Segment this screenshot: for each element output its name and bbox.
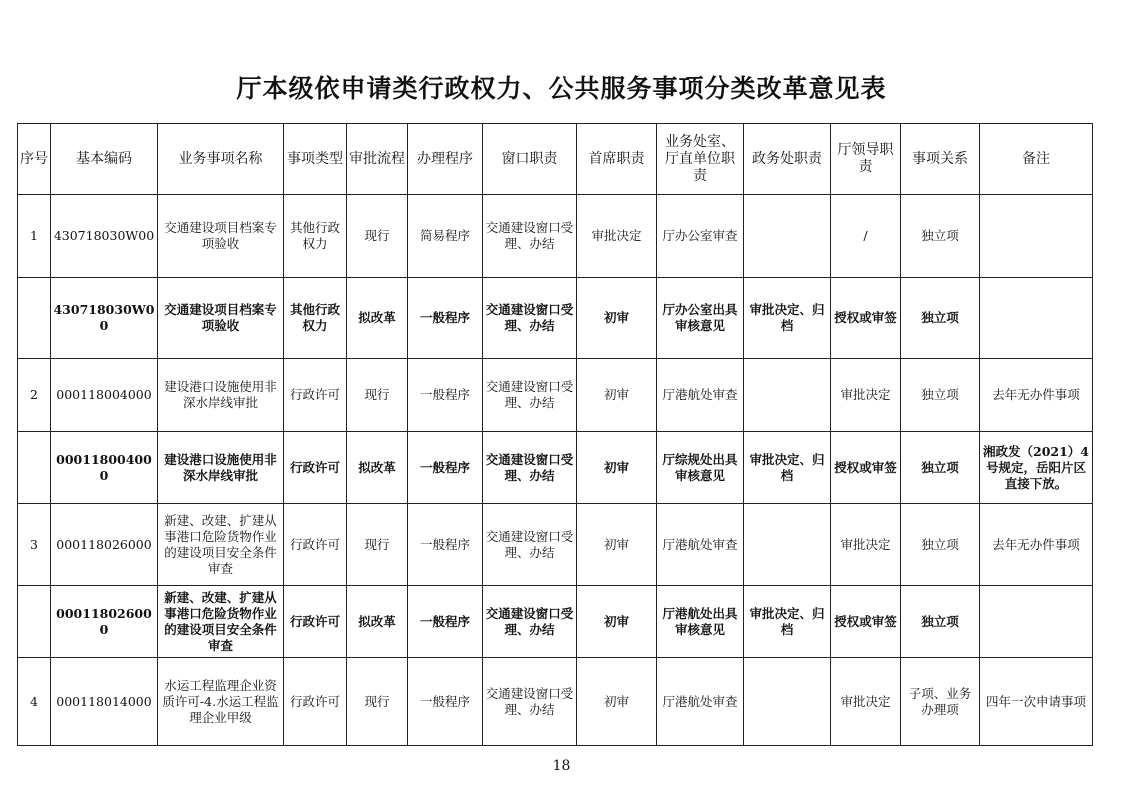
cell-remarks: 湘政发（2021）4号规定，岳阳片区直接下放。 bbox=[980, 432, 1093, 504]
cell-chief-duty: 初审 bbox=[577, 586, 657, 658]
cell-affairs-duty bbox=[744, 658, 831, 746]
col-header-approval-flow: 审批流程 bbox=[347, 124, 408, 195]
cell-chief-duty: 初审 bbox=[577, 432, 657, 504]
cell-affairs-duty bbox=[744, 504, 831, 586]
cell-item-name: 新建、改建、扩建从事港口危险货物作业的建设项目安全条件审查 bbox=[158, 586, 284, 658]
cell-approval-flow: 现行 bbox=[347, 658, 408, 746]
cell-relation: 独立项 bbox=[901, 278, 980, 359]
cell-item-type: 其他行政权力 bbox=[284, 278, 347, 359]
cell-department-duty: 厅港航处出具审核意见 bbox=[657, 586, 744, 658]
cell-remarks: 去年无办件事项 bbox=[980, 504, 1093, 586]
table-body bbox=[18, 195, 1093, 746]
cell-window-duty: 交通建设窗口受理、办结 bbox=[483, 504, 577, 586]
cell-item-type: 行政许可 bbox=[284, 586, 347, 658]
cell-relation: 独立项 bbox=[901, 359, 980, 432]
cell-remarks bbox=[980, 278, 1093, 359]
col-header-relation: 事项关系 bbox=[901, 124, 980, 195]
header-row bbox=[18, 124, 1093, 195]
cell-item-name: 新建、改建、扩建从事港口危险货物作业的建设项目安全条件审查 bbox=[158, 504, 284, 586]
cell-department-duty: 厅办公室审查 bbox=[657, 195, 744, 278]
cell-code: 000118026000 bbox=[51, 586, 158, 658]
col-header-item-name: 业务事项名称 bbox=[158, 124, 284, 195]
col-header-procedure: 办理程序 bbox=[408, 124, 483, 195]
cell-item-name: 交通建设项目档案专项验收 bbox=[158, 195, 284, 278]
cell-item-name: 建设港口设施使用非深水岸线审批 bbox=[158, 359, 284, 432]
cell-item-name: 水运工程监理企业资质许可-4.水运工程监理企业甲级 bbox=[158, 658, 284, 746]
cell-window-duty: 交通建设窗口受理、办结 bbox=[483, 278, 577, 359]
col-header-item-type: 事项类型 bbox=[284, 124, 347, 195]
cell-procedure: 一般程序 bbox=[408, 504, 483, 586]
cell-relation: 独立项 bbox=[901, 195, 980, 278]
cell-relation: 独立项 bbox=[901, 504, 980, 586]
cell-procedure: 一般程序 bbox=[408, 658, 483, 746]
cell-chief-duty: 初审 bbox=[577, 658, 657, 746]
cell-procedure: 一般程序 bbox=[408, 432, 483, 504]
table-row bbox=[18, 658, 1093, 746]
cell-approval-flow: 现行 bbox=[347, 504, 408, 586]
cell-item-type: 行政许可 bbox=[284, 658, 347, 746]
cell-leader-duty: 授权或审签 bbox=[831, 586, 901, 658]
cell-department-duty: 厅港航处审查 bbox=[657, 504, 744, 586]
table-row bbox=[18, 586, 1093, 658]
cell-item-name: 交通建设项目档案专项验收 bbox=[158, 278, 284, 359]
cell-code: 000118004000 bbox=[51, 432, 158, 504]
cell-leader-duty: 授权或审签 bbox=[831, 278, 901, 359]
table-row bbox=[18, 359, 1093, 432]
cell-code: 000118026000 bbox=[51, 504, 158, 586]
cell-relation: 子项、业务办理项 bbox=[901, 658, 980, 746]
cell-code: 430718030W00 bbox=[51, 278, 158, 359]
cell-code: 000118004000 bbox=[51, 359, 158, 432]
cell-approval-flow: 拟改革 bbox=[347, 432, 408, 504]
cell-item-type: 其他行政权力 bbox=[284, 195, 347, 278]
cell-department-duty: 厅综规处出具审核意见 bbox=[657, 432, 744, 504]
cell-procedure: 一般程序 bbox=[408, 586, 483, 658]
cell-procedure: 一般程序 bbox=[408, 359, 483, 432]
col-header-window-duty: 窗口职责 bbox=[483, 124, 577, 195]
cell-leader-duty: 授权或审签 bbox=[831, 432, 901, 504]
cell-chief-duty: 初审 bbox=[577, 278, 657, 359]
cell-department-duty: 厅办公室出具审核意见 bbox=[657, 278, 744, 359]
cell-remarks bbox=[980, 195, 1093, 278]
cell-item-type: 行政许可 bbox=[284, 504, 347, 586]
cell-window-duty: 交通建设窗口受理、办结 bbox=[483, 658, 577, 746]
col-header-department-duty: 业务处室、厅直单位职责 bbox=[657, 124, 744, 195]
col-header-chief-duty: 首席职责 bbox=[577, 124, 657, 195]
cell-chief-duty: 初审 bbox=[577, 359, 657, 432]
cell-item-type: 行政许可 bbox=[284, 432, 347, 504]
cell-relation: 独立项 bbox=[901, 432, 980, 504]
cell-affairs-duty: 审批决定、归档 bbox=[744, 278, 831, 359]
col-header-index: 序号 bbox=[18, 124, 51, 195]
cell-item-type: 行政许可 bbox=[284, 359, 347, 432]
cell-approval-flow: 拟改革 bbox=[347, 586, 408, 658]
cell-affairs-duty: 审批决定、归档 bbox=[744, 586, 831, 658]
cell-index: 1 bbox=[18, 195, 51, 278]
cell-window-duty: 交通建设窗口受理、办结 bbox=[483, 432, 577, 504]
page-number: 18 bbox=[552, 758, 571, 774]
page-title: 厅本级依申请类行政权力、公共服务事项分类改革意见表 bbox=[236, 74, 887, 103]
table-row bbox=[18, 432, 1093, 504]
cell-remarks bbox=[980, 586, 1093, 658]
cell-leader-duty: 审批决定 bbox=[831, 658, 901, 746]
reform-table bbox=[17, 123, 1092, 746]
table-row bbox=[18, 504, 1093, 586]
cell-window-duty: 交通建设窗口受理、办结 bbox=[483, 359, 577, 432]
cell-window-duty: 交通建设窗口受理、办结 bbox=[483, 586, 577, 658]
col-header-affairs-duty: 政务处职责 bbox=[744, 124, 831, 195]
cell-leader-duty: 审批决定 bbox=[831, 504, 901, 586]
cell-index: 4 bbox=[18, 658, 51, 746]
cell-approval-flow: 现行 bbox=[347, 195, 408, 278]
cell-index: 3 bbox=[18, 504, 51, 586]
cell-index: 2 bbox=[18, 359, 51, 432]
cell-window-duty: 交通建设窗口受理、办结 bbox=[483, 195, 577, 278]
cell-procedure: 简易程序 bbox=[408, 195, 483, 278]
cell-affairs-duty bbox=[744, 195, 831, 278]
col-header-remarks: 备注 bbox=[980, 124, 1093, 195]
cell-index bbox=[18, 432, 51, 504]
cell-index bbox=[18, 278, 51, 359]
col-header-code: 基本编码 bbox=[51, 124, 158, 195]
cell-code: 430718030W00 bbox=[51, 195, 158, 278]
cell-department-duty: 厅港航处审查 bbox=[657, 658, 744, 746]
col-header-leader-duty: 厅领导职责 bbox=[831, 124, 901, 195]
cell-remarks: 四年一次申请事项 bbox=[980, 658, 1093, 746]
cell-code: 000118014000 bbox=[51, 658, 158, 746]
cell-leader-duty: 审批决定 bbox=[831, 359, 901, 432]
table-row bbox=[18, 278, 1093, 359]
cell-approval-flow: 拟改革 bbox=[347, 278, 408, 359]
cell-affairs-duty: 审批决定、归档 bbox=[744, 432, 831, 504]
cell-affairs-duty bbox=[744, 359, 831, 432]
cell-chief-duty: 审批决定 bbox=[577, 195, 657, 278]
cell-chief-duty: 初审 bbox=[577, 504, 657, 586]
cell-leader-duty: / bbox=[831, 195, 901, 278]
cell-item-name: 建设港口设施使用非深水岸线审批 bbox=[158, 432, 284, 504]
cell-index bbox=[18, 586, 51, 658]
cell-department-duty: 厅港航处审查 bbox=[657, 359, 744, 432]
cell-approval-flow: 现行 bbox=[347, 359, 408, 432]
cell-procedure: 一般程序 bbox=[408, 278, 483, 359]
cell-relation: 独立项 bbox=[901, 586, 980, 658]
table-row bbox=[18, 195, 1093, 278]
cell-remarks: 去年无办件事项 bbox=[980, 359, 1093, 432]
